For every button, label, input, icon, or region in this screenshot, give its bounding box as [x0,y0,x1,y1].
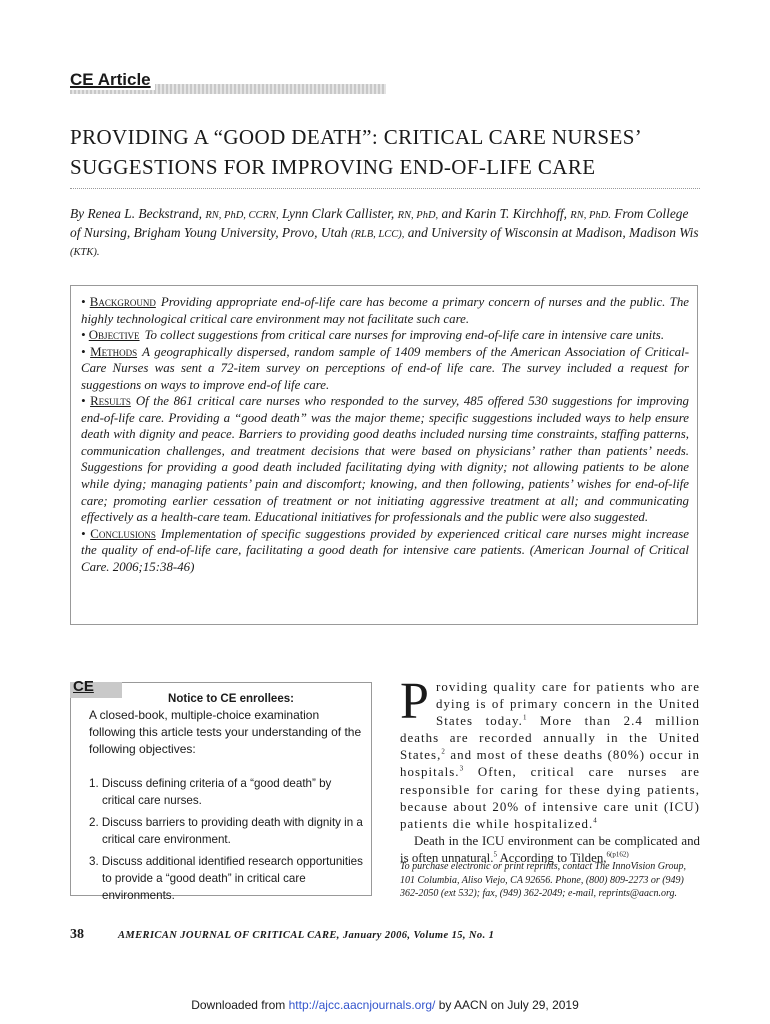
drop-cap: P [400,673,430,730]
objective-label: Objective [88,328,140,343]
reference-3: 3 [459,765,465,774]
article-title [70,122,700,182]
methods-text: A geographically dispersed, random sample of 1409 members of the American Association of Critical-Care Nurses was sent a 72-item survey on perceptions of end-of life care. The survey included a request for suggestions on ways to improve end-of life care. [81,344,689,392]
page-number: 38 [70,927,84,942]
abstract-conclusions: • Conclusions Implementation of specific suggestions provided by experienced critical care nurses might increase the quality of end-of-life care, facilitating a good death for intensive care patients. (American Journal of Critical Care. 2006;15:38-46) [81,526,689,574]
background-label: Background [89,295,156,309]
journal-footer: AMERICAN JOURNAL OF CRITICAL CARE, January 2006, Volume 15, No. 1 [118,930,495,941]
objective-text: To collect suggestions from critical care nurses for improving end-of-life care in intensive care units. [144,328,665,343]
background-text: Providing appropriate end-of-life care has become a primary concern of nurses and the public. The highly technological critical care environment may not facilitate such care. [81,295,689,326]
abstract-background: • Background Providing appropriate end-of-life care has become a primary concern of nurses and the public. The highly technological critical care environment may not facilitate such care. [81,295,689,326]
affiliation-2-code: (KTK). [70,247,100,258]
author-2-credentials: RN, PhD, [397,210,439,221]
body-text: and most of these deaths (80%) occur in hospitals. [400,748,700,780]
abstract-results: • Results Of the 861 critical care nurses who responded to the survey, 485 offered 530 suggestions for improving end-of-life care. Providing a “good death” was the major theme; specific suggestions included ways to help ensure death with dignity and peace. Barriers to providing good deaths included nursing time constraints, staffing patterns, communication challenges, and treatment decisions that were based on physicians’ rather than patients’ needs. Suggestions for providing a good death included facilitating dying with dignity; not allowing patients to be alone while dying; managing patients’ pain and discomfort; knowing, and then following, patients’ wishes for end-of-life care; promoting earlier cessation of treatment or not initiating aggressive treatment at all; and communicating effectively as a health-care team. Educational initiatives for professionals and the public were also suggested. [81,394,689,525]
section-label: CE Article [70,70,155,90]
abstract-methods: • Methods A geographically dispersed, random sample of 1409 members of the American Association of Critical-Care Nurses was sent a 72-item survey on perceptions of end-of life care. The survey included a request for suggestions on ways to improve end-of life care. [81,344,689,392]
author-3: and Karin T. Kirchhoff, [441,206,567,221]
results-text: Of the 861 critical care nurses who responded to the survey, 485 offered 530 suggestions for improving end-of-life care. Providing a “good death” was the major theme; specific suggestions included ways to help ensure death with dignity and peace. Barriers to providing good deaths included nursing time constraints, staffing patterns, communication challenges, and treatment decisions that were based on physicians’ rather than patients’ needs. Suggestions for providing a good death included facilitating dying with dignity; not allowing patients to be alone while dying; managing patients’ pain and discomfort; knowing, and then following, patients’ wishes for end-of-life care; promoting earlier cessation of treatment or not initiating aggressive treatment at all; and communicating effectively as a health-care team. Educational initiatives for professionals and the public were also suggested. [81,394,689,525]
methods-label: Methods [90,344,138,359]
body-text: Often, critical care nurses are responsible for caring for these dying patients, because about 20% of intensive care unit (ICU) patients die while hospitalized. [400,765,700,831]
reference-6: 6(p162) [606,850,629,859]
body-column [400,673,700,867]
author-block [70,206,700,262]
ce-notice-box [70,678,372,902]
download-notice [0,998,770,1012]
ce-tag-label: CE [73,678,94,695]
conclusions-label: Conclusions [90,526,156,541]
ce-objectives-list [89,775,367,909]
download-prefix: Downloaded from [191,998,289,1012]
title-line-2: SUGGESTIONS FOR IMPROVING END-OF-LIFE CARE [70,155,596,179]
title-divider [70,188,700,189]
reference-4: 4 [593,816,598,825]
ce-intro: A closed-book, multiple-choice examination following this article tests your understanding of the following objectives: [89,708,362,756]
author-3-credentials: RN, PhD. [570,210,611,221]
author-1: By Renea L. Beckstrand, [70,206,203,221]
reprint-notice: To purchase electronic or print reprints, contact The InnoVision Group, 101 Columbia, Aliso Viejo, CA 92656. Phone, (800) 809-2273 or (949) 362-2050 (ext 532); fax, (949) 362-2049; e-mail, reprints@aacn.org. [400,861,687,899]
affiliation-1: From College of Nursing, Brigham Young University, Provo, Utah [70,206,689,240]
ce-objective-item: 1. Discuss defining criteria of a “good death” by critical care nurses. [89,777,332,807]
download-suffix: by AACN on July 29, 2019 [435,998,579,1012]
affiliation-1-code: (RLB, LCC), [350,228,405,240]
section-header [70,70,386,96]
ce-notice-heading: Notice to CE enrollees: [168,693,294,705]
abstract-box [70,285,698,625]
affiliation-2: and University of Wisconsin at Madison, Madison Wis [407,224,699,240]
body-text: roviding quality care for patients who are dying is of primary concern in the United States today. [435,680,700,729]
body-text: According to Tilden, [496,850,607,865]
abstract-citation: (American Journal of Critical Care. 2006;15:38-46) [81,543,689,574]
body-paragraph-1 [400,673,700,833]
ce-objective-item: 3. Discuss additional identified research opportunities to provide a “good death” in critical care environments. [89,855,363,902]
author-1-credentials: RN, PhD, CCRN, [205,210,279,221]
body-text: More than 2.4 million deaths are recorded annually in the United States, [400,714,700,763]
ce-objective-item: 2. Discuss barriers to providing death with dignity in a critical care environment. [89,816,363,846]
reference-5: 5 [493,850,497,859]
abstract-objective: • Objective To collect suggestions from critical care nurses for improving end-of-life care in intensive care units. [81,328,665,343]
reference-2: 2 [441,748,446,757]
conclusions-text: Implementation of specific suggestions provided by experienced critical care nurses might increase the quality of end-of-life care, facilitating a good death for intensive care patients. [81,526,689,558]
reference-1: 1 [522,713,528,722]
title-line-1: PROVIDING A “GOOD DEATH”: CRITICAL CARE NURSES’ [70,125,643,149]
download-link[interactable]: http://ajcc.aacnjournals.org/ [288,998,436,1012]
body-text: Death in the ICU environment can be complicated and is often unnatural. [400,833,700,865]
author-2: Lynn Clark Callister, [281,206,395,221]
results-label: Results [90,394,131,409]
